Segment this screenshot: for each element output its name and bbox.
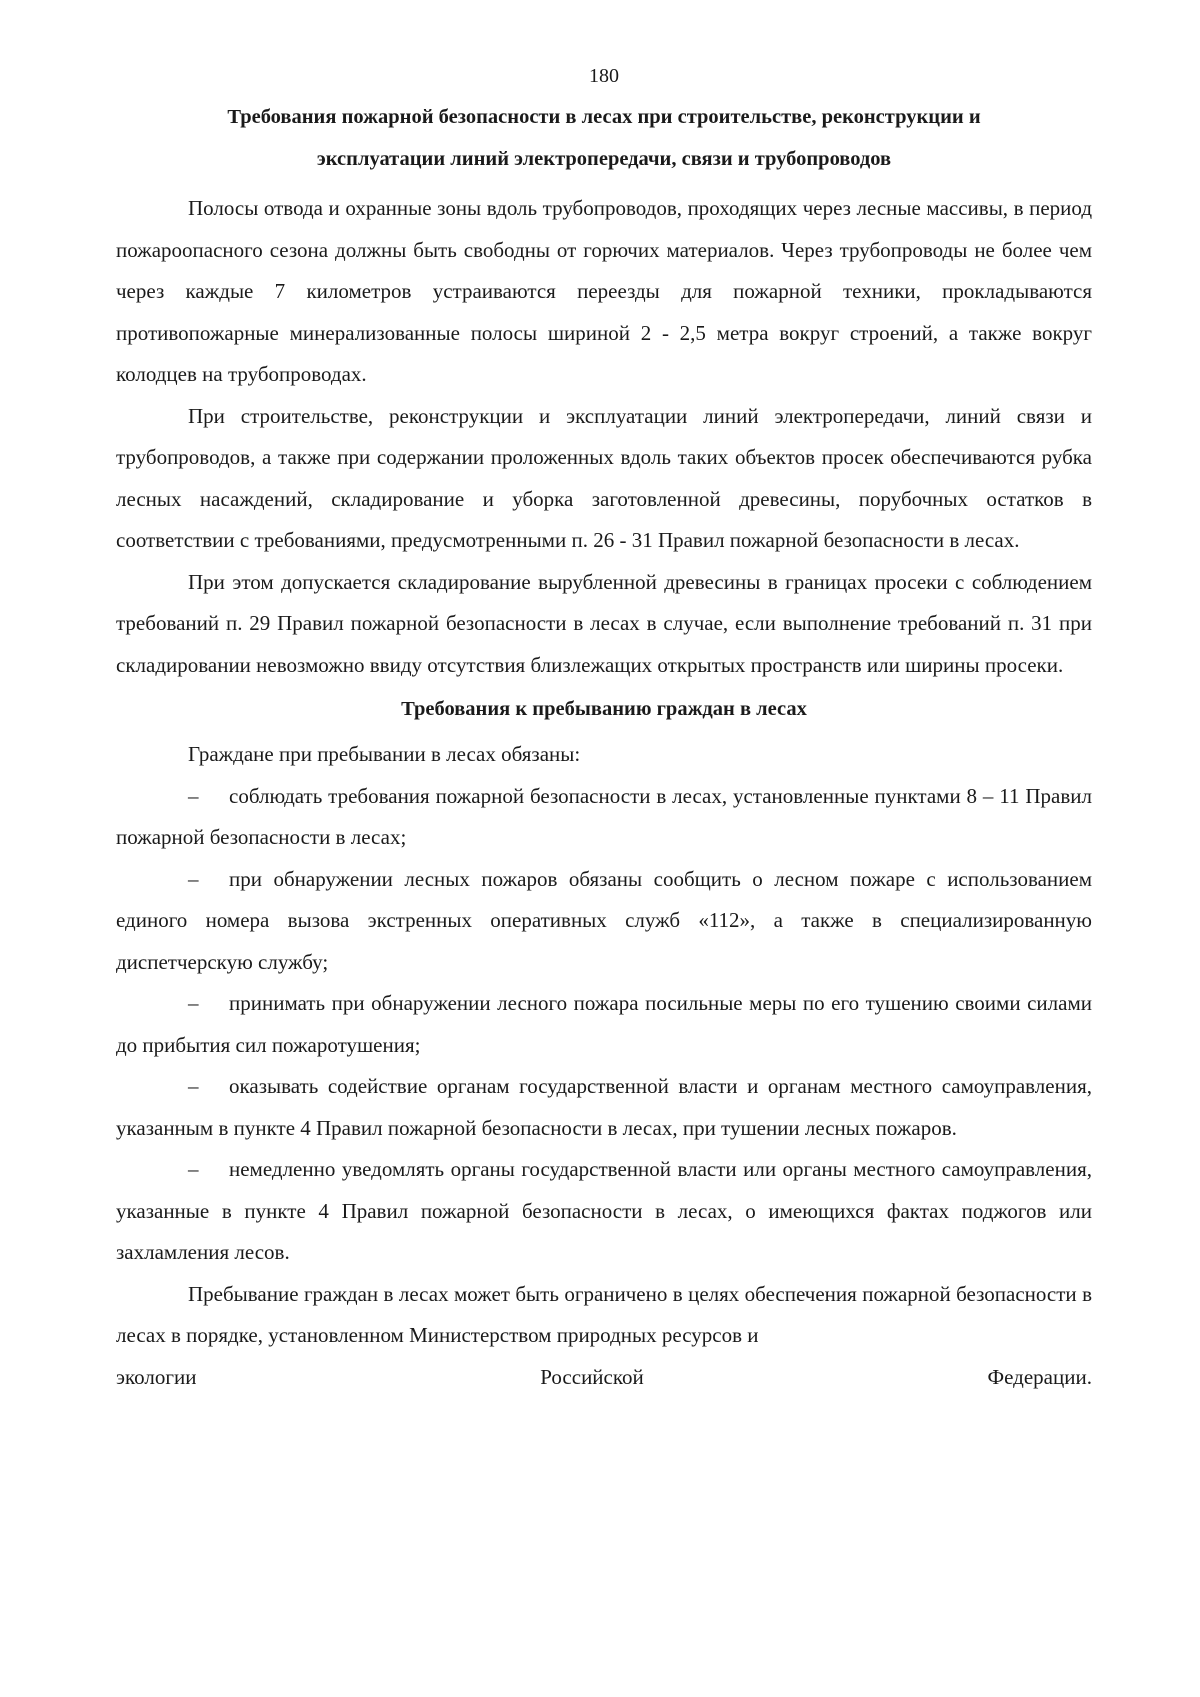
paragraph: При этом допускается складирование вырубленной древесины в границах просеки с соблюдением требований п. 29 Правил пожарной безопасности в лесах в случае, если выполнение требований п. 31 при складировании невозможно ввиду отсутствия близлежащих открытых пространств или ширины просеки. [116, 569, 1092, 677]
page-number: 180 [589, 65, 619, 87]
section-heading-line-1: Требования пожарной безопасности в лесах при строительстве, реконструкции и [227, 106, 981, 128]
section-heading [116, 96, 1092, 180]
list-item [116, 983, 1092, 1066]
list-item-text: немедленно уведомлять органы государственной власти или органы местного самоуправления, указанные в пункте 4 Правил пожарной безопасности в лесах, о имеющихся фактах поджогов или захламления лесов. [116, 1157, 1092, 1264]
closing-word: экологии [116, 1364, 197, 1389]
list-item [116, 1066, 1092, 1149]
dash-marker: – [188, 783, 199, 808]
closing-paragraph-last-line [116, 1357, 1092, 1399]
paragraph: Полосы отвода и охранные зоны вдоль трубопроводов, проходящих через лесные массивы, в период пожароопасного сезона должны быть свободны от горючих материалов. Через трубопроводы не более чем через каждые 7 километров устраиваются переезды для пожарной техники, прокладываются противопожарные минерализованные полосы шириной 2 - 2,5 метра вокруг строений, а также вокруг колодцев на трубопроводах. [116, 196, 1092, 386]
dash-marker: – [188, 1157, 199, 1181]
dash-marker: – [188, 991, 199, 1015]
list-item [116, 1149, 1092, 1274]
list-item-text: при обнаружении лесных пожаров обязаны сообщить о лесном пожаре с использованием единого номера вызова экстренных оперативных служб «112», а также в специализированную диспетчерскую службу; [116, 866, 1092, 974]
closing-paragraph: Пребывание граждан в лесах может быть ограничено в целях обеспечения пожарной безопасности в лесах в порядке, установленном Министерством природных ресурсов и [116, 1281, 1092, 1347]
section-heading-line-2: эксплуатации линий электропередачи, связи и трубопроводов [316, 148, 892, 170]
dash-marker: – [188, 1074, 199, 1098]
list-item [116, 859, 1092, 984]
paragraph: При строительстве, реконструкции и эксплуатации линий электропередачи, линий связи и трубопроводов, а также при содержании проложенных вдоль таких объектов просек обеспечиваются рубка лесных насаждений, складирование и уборка заготовленной древесины, порубочных остатков в соответствии с требованиями, предусмотренными п. 26 - 31 Правил пожарной безопасности в лесах. [116, 403, 1092, 552]
dash-marker: – [188, 866, 199, 891]
list-item-text: принимать при обнаружении лесного пожара посильные меры по его тушению своими силами до прибытия сил пожаротушения; [116, 991, 1092, 1057]
intro-paragraph: Граждане при пребывании в лесах обязаны: [188, 742, 581, 766]
list-item-text: соблюдать требования пожарной безопасности в лесах, установленные пунктами 8 – 11 Правил пожарной безопасности в лесах; [116, 783, 1092, 849]
list-item [116, 776, 1092, 859]
closing-word: Российской [540, 1364, 644, 1389]
subsection-heading: Требования к пребыванию граждан в лесах [401, 698, 807, 720]
list-item-text: оказывать содействие органам государственной власти и органам местного самоуправления, указанным в пункте 4 Правил пожарной безопасности в лесах, при тушении лесных пожаров. [116, 1074, 1092, 1140]
document-page [116, 62, 1092, 1398]
closing-word: Федерации. [987, 1364, 1092, 1389]
